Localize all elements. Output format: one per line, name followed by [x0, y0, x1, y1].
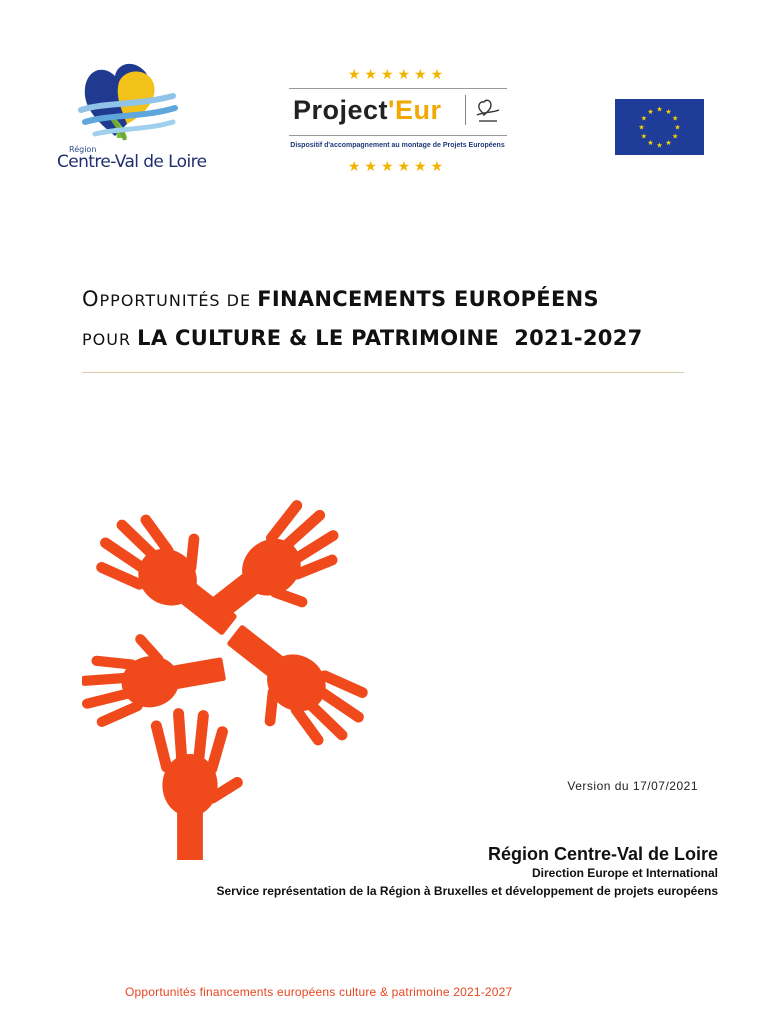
region-name-logo-text: Centre-Val de Loire: [57, 152, 207, 172]
project-eur-box: [289, 88, 507, 136]
wordmark-main: Project: [293, 95, 389, 125]
eu-star-icon: ★: [665, 139, 672, 148]
title-initial: O: [82, 287, 100, 311]
eu-star-icon: ★: [665, 107, 672, 116]
region-logo: [55, 58, 205, 176]
eu-star-icon: ★: [647, 107, 654, 116]
project-eur-wordmark: [293, 95, 441, 126]
region-heart-icon: [55, 58, 205, 150]
stars-top-icon: ★★★★★★: [347, 66, 448, 82]
eu-star-icon: ★: [656, 105, 663, 114]
eu-star-icon: ★: [671, 132, 679, 141]
title-bold-1: FINANCEMENTS EUROPÉENS: [257, 287, 599, 311]
wordmark-accent: 'Eur: [388, 95, 442, 125]
eu-star-icon: ★: [640, 132, 648, 141]
organization-name: Région Centre-Val de Loire: [487, 844, 718, 864]
eu-star-icon: ★: [656, 141, 663, 150]
page-footer: Opportunités financements européens culture & patrimoine 2021-2027: [125, 985, 513, 999]
five-hands-icon: [82, 485, 402, 860]
title-bold-2: LA CULTURE & LE PATRIMOINE 2021-2027: [137, 326, 643, 350]
stars-bottom-icon: ★★★★★★: [347, 158, 448, 174]
eu-star-icon: ★: [647, 139, 654, 148]
version-date: Version du 17/07/2021: [567, 779, 698, 793]
eu-flag-icon: [615, 99, 704, 155]
eu-star-icon: ★: [671, 114, 679, 123]
mini-region-icon: [473, 97, 503, 125]
eu-star-icon: ★: [640, 114, 648, 123]
title-small-caps-2: POUR: [82, 330, 138, 349]
project-eur-subtitle: Dispositif d'accompagnement au montage de Projets Européens: [290, 142, 505, 149]
eu-star-icon: ★: [674, 123, 681, 132]
title-divider: [82, 372, 684, 373]
organization-service: Service représentation de la Région à Bruxelles et développement de projets européens: [216, 884, 718, 898]
organization-direction: Direction Europe et International: [531, 866, 718, 880]
title-line-2: [82, 326, 643, 350]
wordmark-divider: [465, 95, 466, 125]
title-line-1: [82, 287, 599, 311]
project-eur-logo: [285, 66, 510, 176]
region-small-label: Région: [69, 145, 97, 154]
title-small-caps-1: PPORTUNITÉS DE: [99, 291, 258, 310]
eu-star-icon: ★: [638, 123, 645, 132]
